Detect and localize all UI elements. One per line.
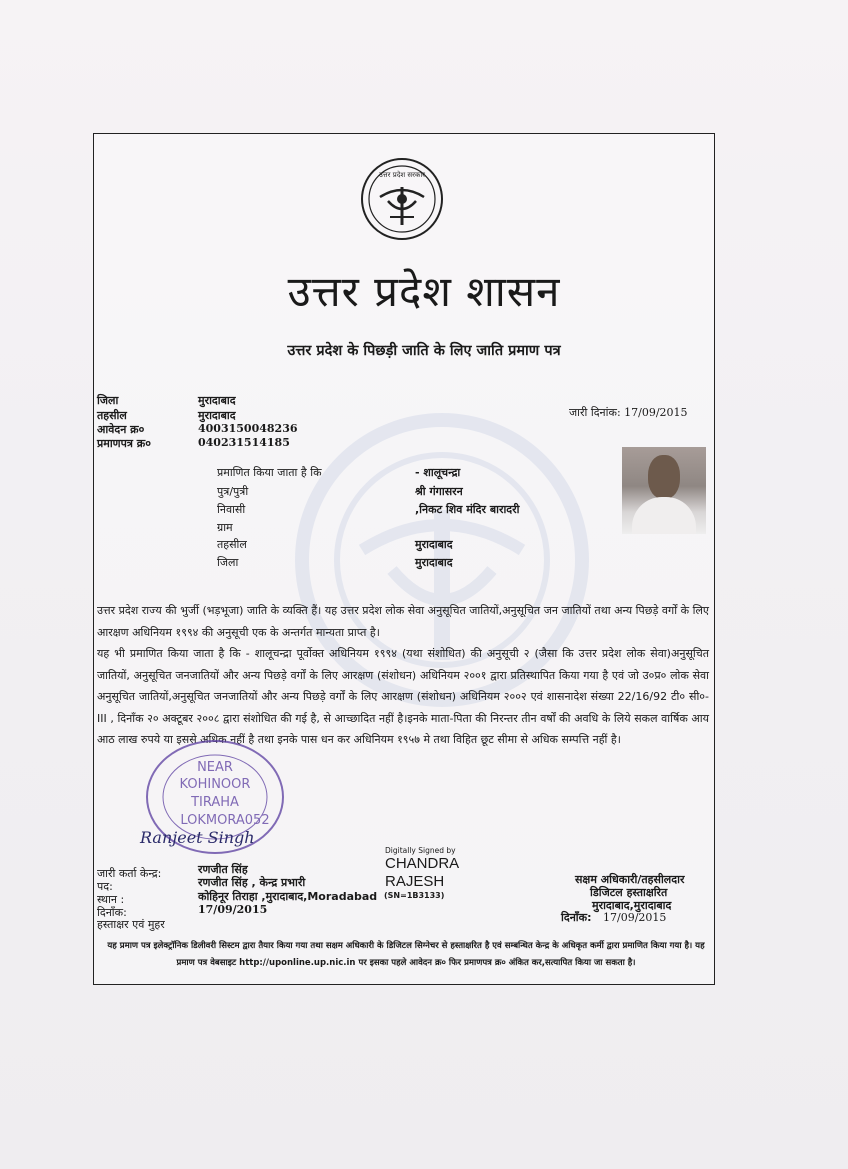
issuer-center-label: जारी कर्ता केन्द्र: [97,867,162,880]
authority-date-value: 17/09/2015 [603,911,667,924]
up-government-emblem [360,157,444,241]
digital-signature-serial: (SN=1B3133) [384,891,445,900]
tehsil-field-label: तहसील [217,538,247,551]
applicant-photo [622,447,706,534]
district-field-value: मुरादाबाद [415,556,453,569]
application-label: आवेदन क्र० [97,423,145,436]
handwritten-signature: Ranjeet Singh [140,828,255,847]
authority-digitally-signed: डिजिटल हस्ताक्षरित [590,886,668,899]
tehsil-value: मुरादाबाद [198,409,236,422]
page-title: उत्तर प्रदेश शासन [287,267,561,316]
caste-statement: उत्तर प्रदेश राज्य की भुर्जी (भड़भूजा) जाति के व्यक्ति हैं। यह उत्तर प्रदेश लोक सेवा अनुसूचित जातियों,अनुसूचित जन जातियों तथा अन्य पिछड़े वर्गों के लिए आरक्षण अधिनियम १९९४ की अनुसूची एक के अन्तर्गत मान्यता प्राप्त है। [97,604,709,639]
issuer-place-value: कोहिनूर तिराहा ,मुरादाबाद,Moradabad [198,890,378,903]
verification-note: यह प्रमाण पत्र इलेक्ट्रॉनिक डिलीवरी सिस्टम द्वारा तैयार किया गया तथा सक्षम अधिकारी के डिजिटल सिग्नेचर से हस्ताक्षरित है एवं सम्बन्धित केन्द्र के अधिकृत कर्मी द्वारा प्रमाणित किया गया है। यह प्रमाण पत्र वेबसाइट http://uponline.up.nic.in पर इसका पहले आवेदन क्र० फिर प्रमाणपत्र क्र० अंकित कर,सत्यापित किया जा सकता है। [107,941,705,968]
issuer-date-value: 17/09/2015 [198,903,268,916]
village-label: ग्राम [217,521,233,534]
digital-signer-name-1: CHANDRA [385,855,460,872]
application-number: 4003150048236 [198,422,298,435]
district-label: जिला [97,394,119,407]
digital-signer-name-2: RAJESH [385,873,445,890]
issuer-post-label: पद: [97,880,113,893]
authority-location: मुरादाबाद,मुरादाबाद [592,899,672,912]
stamp-line-3: TIRAHA [191,795,239,810]
district-value: मुरादाबाद [198,394,236,407]
creamy-layer-statement: यह भी प्रमाणित किया जाता है कि - शालूचन्द्रा पूर्वोक्त अधिनियम १९९४ (यथा संशोधित) की अनुसूची २ (जैसा कि उत्तर प्रदेश लोक सेवा)अनुसूचित जातियों, अनुसूचित जनजातियों और अन्य पिछड़े वर्गों के लिए आरक्षण (संशोधन) अधिनियम २००१ द्वारा प्रतिस्थापित किया गया है एवं जो उ०प्र० लोक सेवा अनुसूचित जातियों,अनुसूचित जनजातियों और अन्य पिछड़े वर्गों के लिए आरक्षण (संशोधन) अधिनियम २००२ एवं शासनादेश संख्या 22/16/92 टी० सी०-III , दिनाँक २० अक्टूबर २००८ द्वारा संशोधित की गई है, से आच्छादित नहीं है।इनके माता-पिता की निरन्तर तीन वर्षों की अवधि के लिये सकल वार्षिक आय आठ लाख रुपये या इससे अधिक नहीं है तथा इनके पास धन कर अधिनियम १९५७ मे तथा विहित छूट सीमा से अधिक सम्पत्ति नहीं है। [97,647,709,747]
stamp-line-2: KOHINOOR [179,777,251,792]
resident-label: निवासी [217,503,246,516]
district-field-label: जिला [217,556,239,569]
certificate-subtitle: उत्तर प्रदेश के पिछड़ी जाति के लिए जाति प्रमाण पत्र [287,343,561,359]
authority-designation: सक्षम अधिकारी/तहसीलदार [575,873,685,886]
issuer-date-label: दिनाँक: [97,906,127,919]
issuer-post-value: रणजीत सिंह , केन्द्र प्रभारी [198,876,306,889]
stamp-line-4: LOKMORA052 [180,813,270,828]
applicant-name: - शालूचन्द्रा [415,466,461,479]
certified-label: प्रमाणित किया जाता है कि [217,466,322,479]
issuer-place-label: स्थान : [97,893,125,906]
father-name: श्री गंगासरन [415,485,463,498]
tehsil-field-value: मुरादाबाद [415,538,453,551]
digital-signature-caption: Digitally Signed by [385,846,456,855]
certificate-number-label: प्रमाणपत्र क्र० [97,437,151,450]
authority-date-label: दिनाँक: [561,911,592,924]
child-of-label: पुत्र/पुत्री [217,485,249,498]
tehsil-label: तहसील [97,409,127,422]
issue-date: जारी दिनांक: 17/09/2015 [569,406,688,419]
resident-value: ,निकट शिव मंदिर बारादरी [415,503,520,516]
signature-seal-label: हस्ताक्षर एवं मुहर [97,918,165,931]
seal-text: उत्तर प्रदेश सरकार [378,171,426,179]
certificate-number: 040231514185 [198,436,290,449]
stamp-line-1: NEAR [197,760,233,775]
issuer-center-value: रणजीत सिंह [198,863,248,876]
